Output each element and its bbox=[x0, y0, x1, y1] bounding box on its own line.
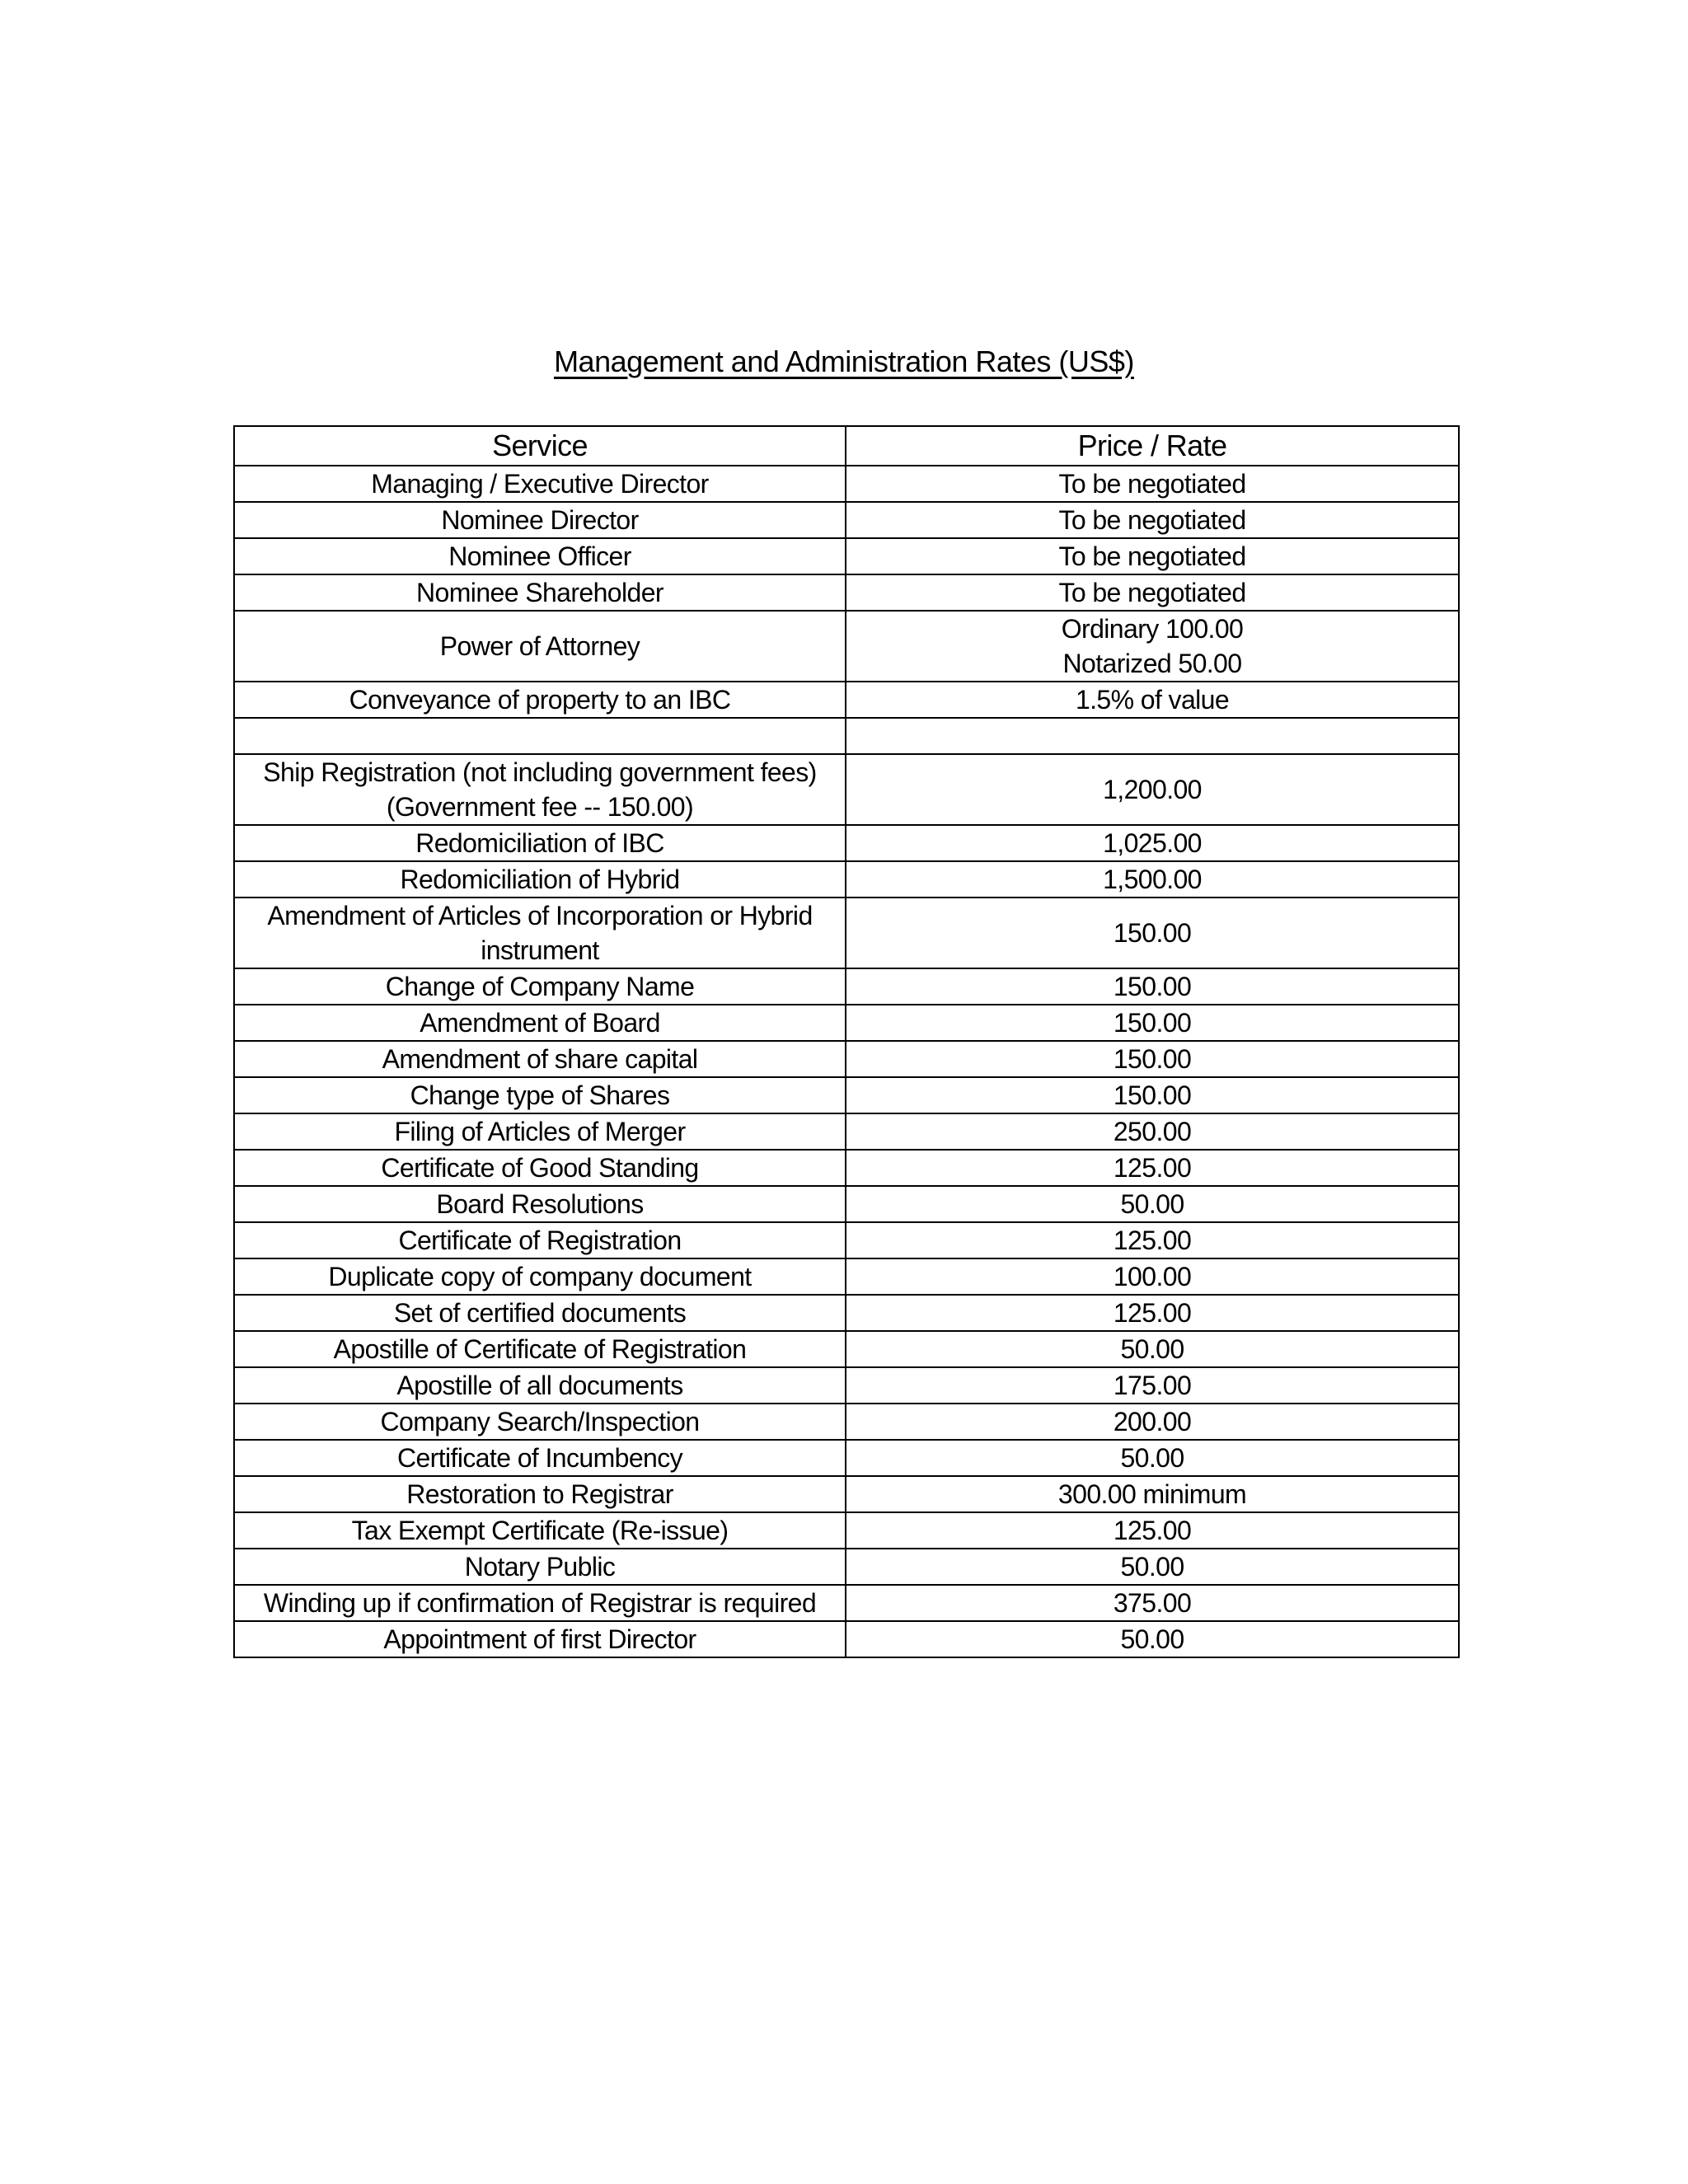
service-cell: Power of Attorney bbox=[234, 611, 846, 682]
table-row bbox=[234, 1621, 1459, 1657]
price-cell: Ordinary 100.00 Notarized 50.00 bbox=[846, 611, 1459, 682]
table-row bbox=[234, 1331, 1459, 1367]
service-cell: Certificate of Registration bbox=[234, 1222, 846, 1258]
service-cell: Set of certified documents bbox=[234, 1295, 846, 1331]
table-row bbox=[234, 1440, 1459, 1476]
price-cell: 50.00 bbox=[846, 1186, 1459, 1222]
table-row bbox=[234, 682, 1459, 718]
table-row bbox=[234, 502, 1459, 538]
price-cell: 1,500.00 bbox=[846, 861, 1459, 898]
table-row bbox=[234, 1585, 1459, 1621]
table-row bbox=[234, 574, 1459, 611]
price-cell: 125.00 bbox=[846, 1295, 1459, 1331]
price-cell: 150.00 bbox=[846, 1041, 1459, 1077]
table-row bbox=[234, 1367, 1459, 1404]
table-row bbox=[234, 1005, 1459, 1041]
price-cell: 50.00 bbox=[846, 1549, 1459, 1585]
service-cell: Duplicate copy of company document bbox=[234, 1258, 846, 1295]
service-cell: Nominee Officer bbox=[234, 538, 846, 574]
table-header-row bbox=[234, 426, 1459, 466]
service-cell: Restoration to Registrar bbox=[234, 1476, 846, 1512]
service-cell bbox=[234, 718, 846, 754]
service-cell: Company Search/Inspection bbox=[234, 1404, 846, 1440]
table-row bbox=[234, 1549, 1459, 1585]
price-cell: 125.00 bbox=[846, 1150, 1459, 1186]
service-cell: Ship Registration (not including government fees) (Government fee -- 150.00) bbox=[234, 754, 846, 825]
table-row bbox=[234, 754, 1459, 825]
service-column-header: Service bbox=[234, 426, 846, 466]
table-row bbox=[234, 1113, 1459, 1150]
service-cell: Board Resolutions bbox=[234, 1186, 846, 1222]
service-cell: Change type of Shares bbox=[234, 1077, 846, 1113]
service-cell: Tax Exempt Certificate (Re-issue) bbox=[234, 1512, 846, 1549]
service-cell: Apostille of all documents bbox=[234, 1367, 846, 1404]
price-cell: 1,025.00 bbox=[846, 825, 1459, 861]
price-cell: 150.00 bbox=[846, 1005, 1459, 1041]
table-row bbox=[234, 898, 1459, 968]
price-cell: 250.00 bbox=[846, 1113, 1459, 1150]
table-row bbox=[234, 1077, 1459, 1113]
price-cell: 150.00 bbox=[846, 898, 1459, 968]
service-cell: Redomiciliation of Hybrid bbox=[234, 861, 846, 898]
service-cell: Nominee Shareholder bbox=[234, 574, 846, 611]
service-cell: Filing of Articles of Merger bbox=[234, 1113, 846, 1150]
price-cell: 150.00 bbox=[846, 1077, 1459, 1113]
table-row bbox=[234, 1512, 1459, 1549]
table-row bbox=[234, 538, 1459, 574]
table-row bbox=[234, 1258, 1459, 1295]
table-row-empty bbox=[234, 718, 1459, 754]
price-cell: 1,200.00 bbox=[846, 754, 1459, 825]
price-cell: 50.00 bbox=[846, 1621, 1459, 1657]
service-cell: Change of Company Name bbox=[234, 968, 846, 1005]
price-cell: To be negotiated bbox=[846, 466, 1459, 502]
table-row bbox=[234, 861, 1459, 898]
table-row bbox=[234, 1150, 1459, 1186]
service-cell: Appointment of first Director bbox=[234, 1621, 846, 1657]
page-title: Management and Administration Rates (US$) bbox=[554, 344, 1134, 378]
service-cell: Amendment of share capital bbox=[234, 1041, 846, 1077]
table-row bbox=[234, 968, 1459, 1005]
price-cell: To be negotiated bbox=[846, 502, 1459, 538]
price-cell: To be negotiated bbox=[846, 574, 1459, 611]
price-cell: 375.00 bbox=[846, 1585, 1459, 1621]
service-cell: Conveyance of property to an IBC bbox=[234, 682, 846, 718]
price-cell: 100.00 bbox=[846, 1258, 1459, 1295]
table-row bbox=[234, 1041, 1459, 1077]
price-cell: 1.5% of value bbox=[846, 682, 1459, 718]
table-row bbox=[234, 611, 1459, 682]
service-cell: Apostille of Certificate of Registration bbox=[234, 1331, 846, 1367]
table-row bbox=[234, 1222, 1459, 1258]
price-cell: 125.00 bbox=[846, 1222, 1459, 1258]
table-row bbox=[234, 1404, 1459, 1440]
service-cell: Certificate of Incumbency bbox=[234, 1440, 846, 1476]
price-cell: 175.00 bbox=[846, 1367, 1459, 1404]
service-cell: Notary Public bbox=[234, 1549, 846, 1585]
service-cell: Amendment of Articles of Incorporation or Hybrid instrument bbox=[234, 898, 846, 968]
service-cell: Amendment of Board bbox=[234, 1005, 846, 1041]
price-cell: 50.00 bbox=[846, 1331, 1459, 1367]
price-cell: 125.00 bbox=[846, 1512, 1459, 1549]
table-row bbox=[234, 1295, 1459, 1331]
service-cell: Nominee Director bbox=[234, 502, 846, 538]
service-cell: Redomiciliation of IBC bbox=[234, 825, 846, 861]
price-cell: 50.00 bbox=[846, 1440, 1459, 1476]
price-cell: 200.00 bbox=[846, 1404, 1459, 1440]
table-row bbox=[234, 466, 1459, 502]
table-row bbox=[234, 825, 1459, 861]
service-cell: Certificate of Good Standing bbox=[234, 1150, 846, 1186]
price-cell: 150.00 bbox=[846, 968, 1459, 1005]
service-cell: Winding up if confirmation of Registrar is required bbox=[234, 1585, 846, 1621]
table-row bbox=[234, 1186, 1459, 1222]
price-cell: To be negotiated bbox=[846, 538, 1459, 574]
service-cell: Managing / Executive Director bbox=[234, 466, 846, 502]
rates-table bbox=[233, 425, 1460, 1658]
table-row bbox=[234, 1476, 1459, 1512]
price-cell bbox=[846, 718, 1459, 754]
price-cell: 300.00 minimum bbox=[846, 1476, 1459, 1512]
price-column-header: Price / Rate bbox=[846, 426, 1459, 466]
